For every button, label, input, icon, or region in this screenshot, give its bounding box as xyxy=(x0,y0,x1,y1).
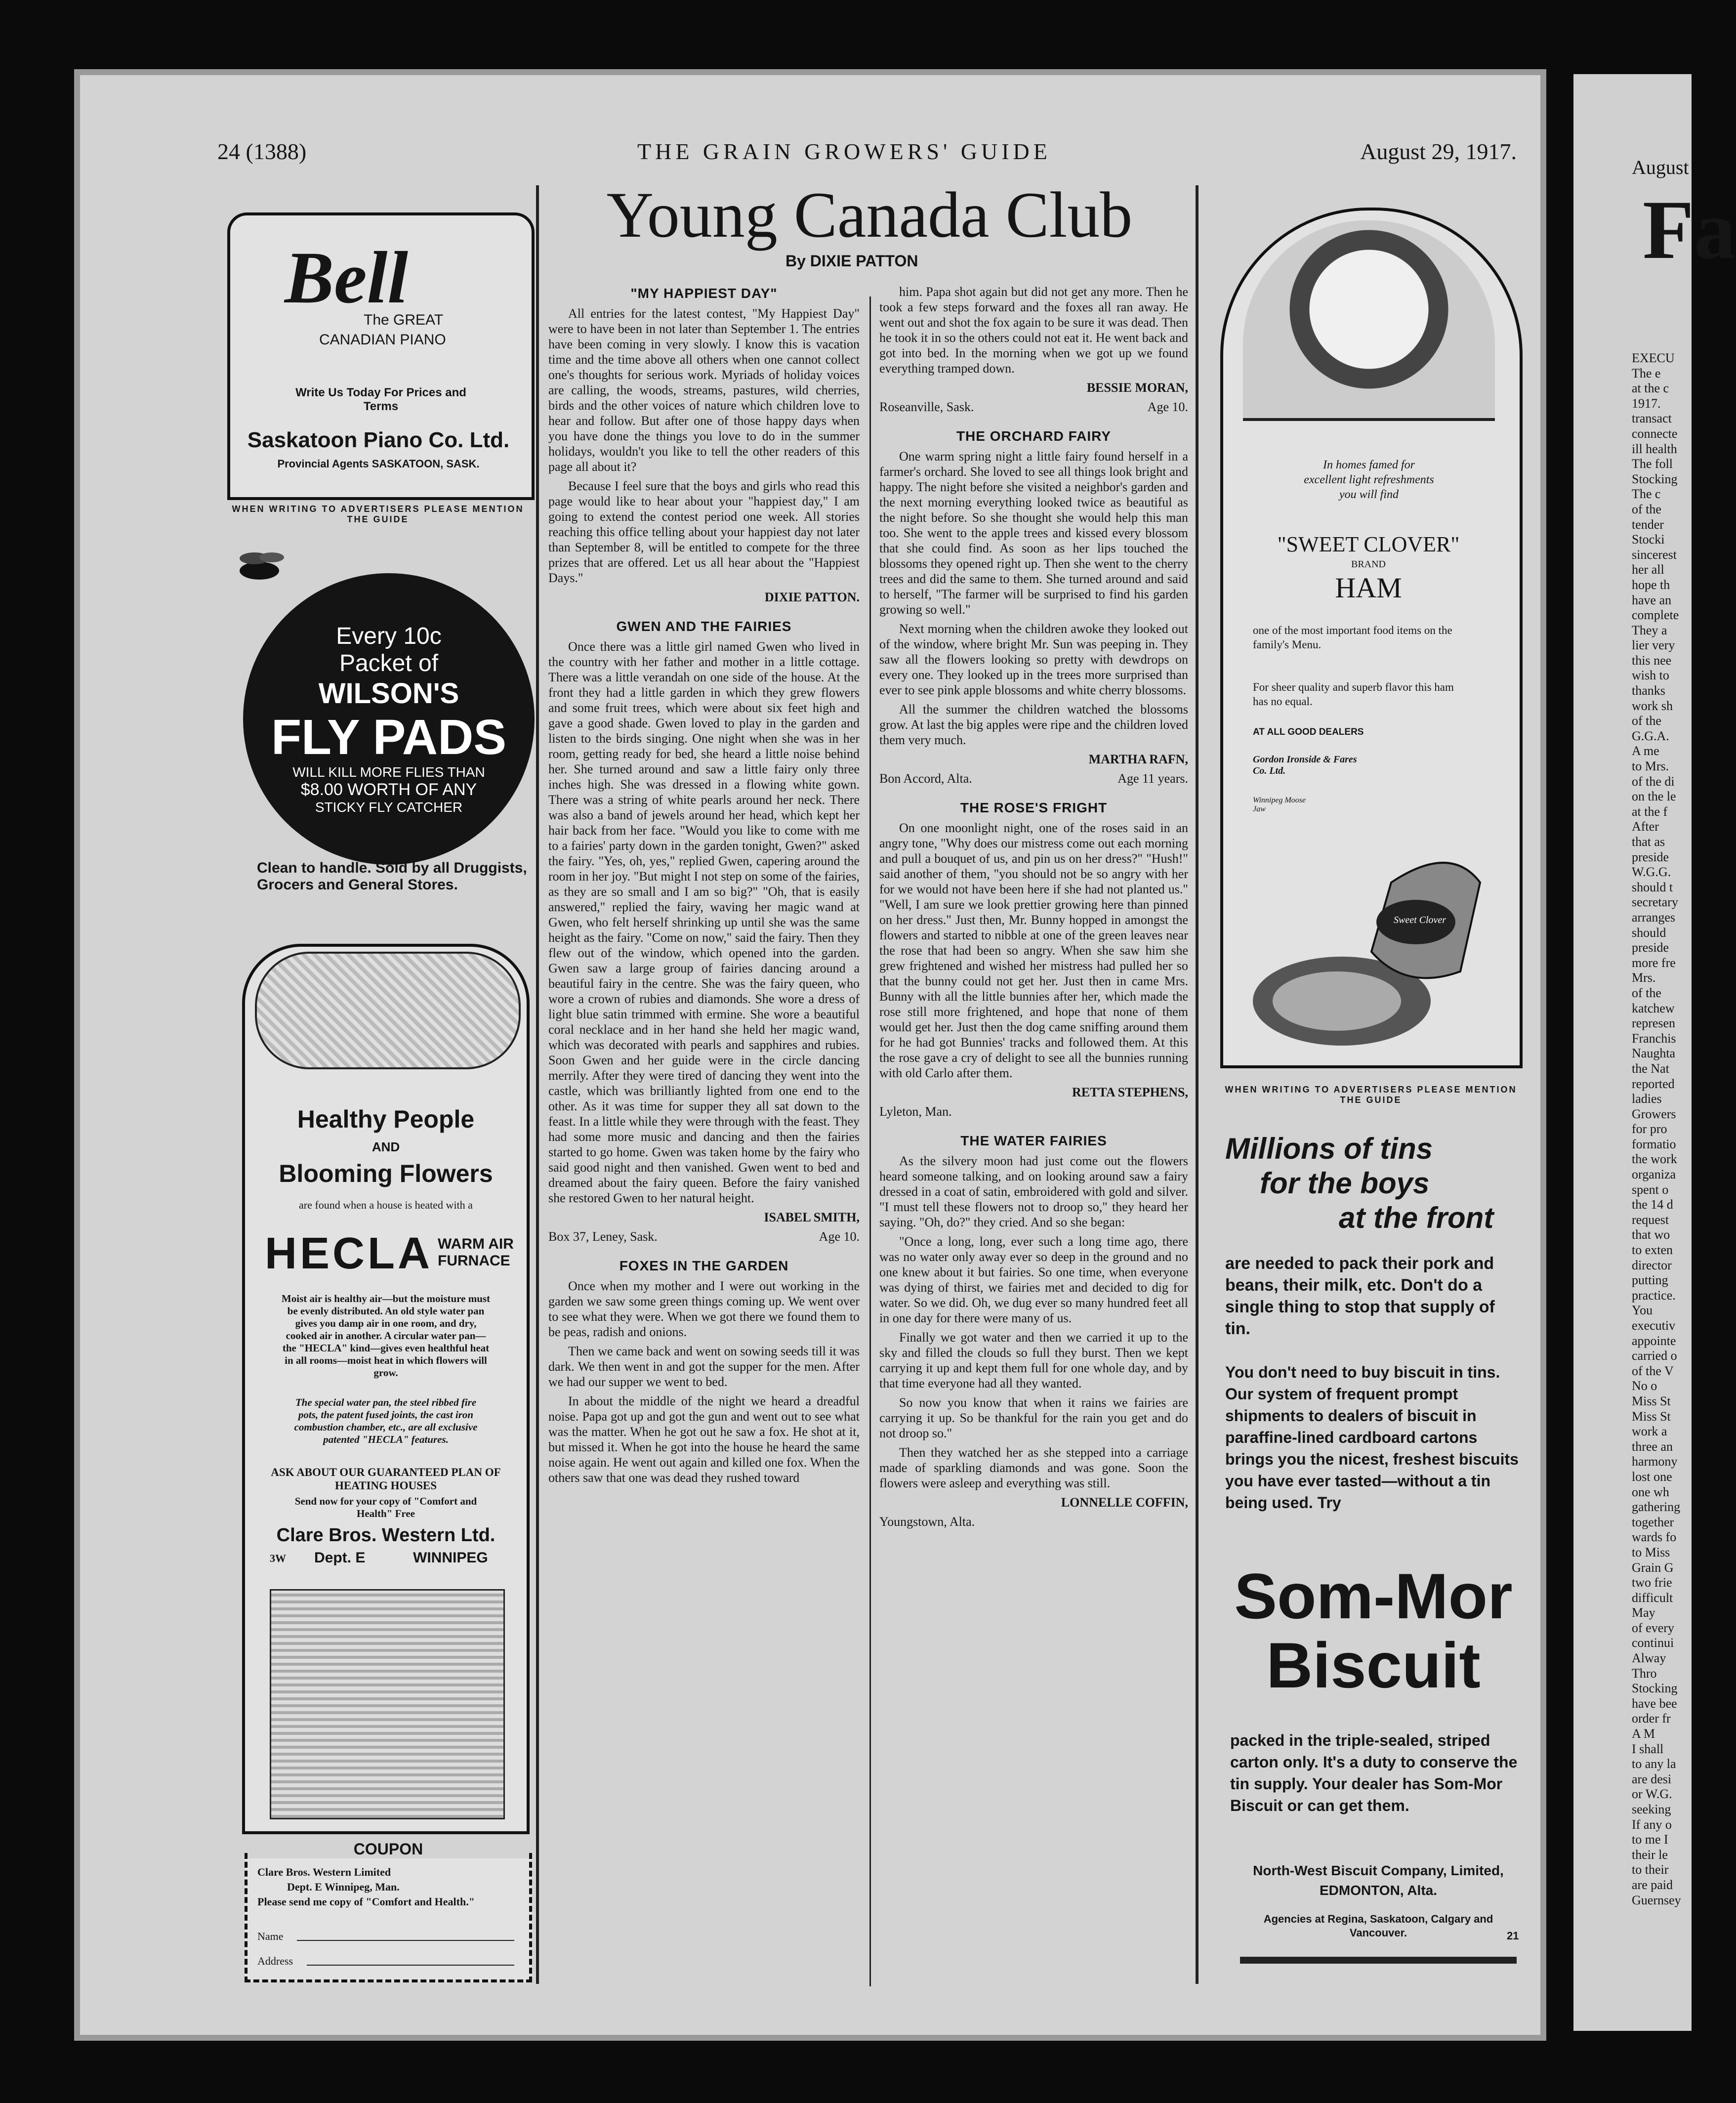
ham-company: Gordon Ironside & Fares Co. Ltd. xyxy=(1253,754,1357,776)
page-header xyxy=(133,138,1517,168)
advertiser-notice-1: WHEN WRITING TO ADVERTISERS PLEASE MENTION THE GUIDE xyxy=(232,504,524,524)
bell-agents: Provincial Agents SASKATOON, SASK. xyxy=(277,458,480,470)
fly-line-4: FLY PADS xyxy=(271,710,507,765)
right-page-line: together xyxy=(1632,1514,1674,1529)
right-page-line: carried o xyxy=(1632,1348,1677,1363)
coupon-name-field[interactable] xyxy=(297,1940,514,1941)
right-page-line: to Miss xyxy=(1632,1545,1670,1559)
right-page-line: Naughta xyxy=(1632,1046,1676,1061)
hecla-company: Clare Bros. Western Ltd. xyxy=(276,1525,496,1546)
fly-line-5: WILL KILL MORE FLIES THAN xyxy=(292,764,485,780)
right-page-line: putting xyxy=(1632,1273,1668,1288)
right-page-edge xyxy=(1573,74,1736,2031)
story xyxy=(879,1133,1188,1529)
right-page-line: the Nat xyxy=(1632,1061,1669,1076)
story-paragraph: So now you know that when it rains we fairies are carrying it up. So be thankful for the rain you get and do not droop so." xyxy=(879,1395,1188,1440)
right-page-line: harmony xyxy=(1632,1454,1678,1469)
right-page-line: Mrs. xyxy=(1632,970,1656,985)
right-page-line: represen xyxy=(1632,1016,1676,1031)
story-signature: RETTA STEPHENS, xyxy=(1072,1085,1188,1099)
hecla-italic: The special water pan, the steel ribbed fire pots, the patent fused joints, the cast iron combustion chamber, etc., are all exclusive patented "HECLA" features. xyxy=(294,1396,478,1445)
right-page-line: Grain G xyxy=(1632,1560,1674,1575)
ham-brand-label: BRAND xyxy=(1351,559,1386,570)
flower-illustration xyxy=(255,952,521,1069)
right-page-line: sincerest xyxy=(1632,547,1677,562)
bell-piano-ad xyxy=(227,212,535,500)
right-page-line: the 14 d xyxy=(1632,1197,1673,1212)
story xyxy=(879,800,1188,1119)
right-page-line: to any la xyxy=(1632,1757,1676,1771)
sommor-head-3: at the front xyxy=(1339,1201,1494,1234)
hecla-furnace-ad xyxy=(242,944,530,1834)
right-page-line: that wo xyxy=(1632,1227,1670,1242)
right-page-line: After xyxy=(1632,819,1659,834)
fly-line-7: STICKY FLY CATCHER xyxy=(315,799,463,815)
right-page-line: at the f xyxy=(1632,804,1668,819)
story-paragraph: As the silvery moon had just come out the flowers heard someone talking, and on looking around saw a fairy dressed in a coat of satin, embroidered with gold and silver. "I must tell these flowers not to droop so," they heard her saying. "Oh, do?" they cried. And so she began: xyxy=(879,1154,1188,1229)
right-page-header: August xyxy=(1632,156,1689,178)
right-page-line: ladies xyxy=(1632,1092,1662,1106)
right-page-title: Fa xyxy=(1643,183,1736,276)
right-page-line: should xyxy=(1632,925,1666,940)
story-heading: THE WATER FAIRIES xyxy=(960,1133,1107,1148)
story-signature: MARTHA RAFN, xyxy=(1088,752,1188,766)
right-page-line: A M xyxy=(1632,1726,1655,1741)
right-page-line: preside xyxy=(1632,940,1669,955)
coupon-title: COUPON xyxy=(248,1840,529,1858)
right-page-line: lier very xyxy=(1632,638,1675,653)
right-page-line: the work xyxy=(1632,1152,1677,1167)
right-page-line: appointe xyxy=(1632,1333,1676,1348)
column-rule-middle xyxy=(869,296,871,1986)
hecla-head-2: AND xyxy=(372,1139,400,1154)
right-page-line: work sh xyxy=(1632,698,1673,713)
section-title: Young Canada Club xyxy=(606,178,1133,251)
story-place: Box 37, Leney, Sask. xyxy=(548,1229,658,1244)
sommor-head-2: for the boys xyxy=(1260,1167,1430,1200)
right-page-line: or W.G. xyxy=(1632,1787,1672,1802)
story-place: Roseanville, Sask. xyxy=(879,400,974,414)
coupon-line-3: Please send me copy of "Comfort and Health." xyxy=(257,1895,475,1908)
story-signature: ISABEL SMITH, xyxy=(764,1210,860,1224)
sommor-agencies: Agencies at Regina, Saskatoon, Calgary and Vancouver. xyxy=(1263,1913,1493,1939)
coupon[interactable] xyxy=(245,1840,532,1982)
right-page-line: connecte xyxy=(1632,426,1678,441)
right-page-line: work a xyxy=(1632,1424,1667,1439)
right-page-line: G.G.A. xyxy=(1632,728,1669,743)
bell-logo: Bell xyxy=(285,237,408,319)
sommor-city: EDMONTON, Alta. xyxy=(1319,1883,1437,1898)
byline: By DIXIE PATTON xyxy=(785,252,918,270)
sommor-bottom-rule xyxy=(1240,1957,1517,1964)
right-page-line: preside xyxy=(1632,849,1669,864)
hecla-body: Moist air is healthy air—but the moisture must be evenly distributed. An old style water pan gives you damp air in one room, and dry, cooked air in another. A circular water pan—the "HECLA" kind—gives even healthful heat in all rooms—moist heat in which flowers will grow. xyxy=(281,1293,491,1379)
right-page-line: A me xyxy=(1632,744,1659,758)
right-page-line: of the xyxy=(1632,502,1661,516)
story-age: Age 11 years. xyxy=(1117,771,1188,786)
story-paragraph: Next morning when the children awoke they looked out of the window, where bright Mr. Sun was peeping in. They saw all the flowers looking so pretty with dewdrops on every one. They looked up in the trees more surprised than ever to see pink apple blossoms and white cherry blossoms. xyxy=(879,622,1188,697)
coupon-line-1: Clare Bros. Western Limited xyxy=(257,1866,391,1878)
story-paragraph: Once when my mother and I were out working in the garden we saw some green things coming up. We went over to see what they were. When we got there we found them to be peas, radish and onions. xyxy=(548,1279,860,1339)
right-page-line: their le xyxy=(1632,1847,1668,1862)
right-page-line: this nee xyxy=(1632,653,1672,668)
hecla-dept: Dept. E xyxy=(314,1550,366,1566)
story-location xyxy=(879,771,1188,786)
sommor-para-3: packed in the triple-sealed, striped carton only. It's a duty to conserve the tin supply. Your dealer has Som-Mor Biscuit or can get them. xyxy=(1230,1731,1518,1814)
column-2 xyxy=(879,284,1188,1984)
ham-label: Sweet Clover xyxy=(1394,915,1447,925)
bee-icon xyxy=(232,548,291,588)
coupon-address-field[interactable] xyxy=(307,1965,514,1966)
right-page-line: spent o xyxy=(1632,1182,1669,1197)
right-page-line: hope th xyxy=(1632,577,1670,592)
right-page-line: of every xyxy=(1632,1620,1674,1635)
right-page-line: are desi xyxy=(1632,1771,1672,1786)
story-paragraph: Then we came back and went on sowing seeds till it was dark. We then went in and got the supper for the men. After we had our supper we went to bed. xyxy=(548,1344,860,1389)
hecla-ask: ASK ABOUT OUR GUARANTEED PLAN OF HEATING HOUSES xyxy=(271,1466,501,1492)
right-page-line: Alway xyxy=(1632,1651,1666,1666)
sommor-brand-2: Biscuit xyxy=(1266,1629,1481,1701)
right-page-line: of the xyxy=(1632,985,1661,1000)
sweet-clover-ham-ad xyxy=(1220,208,1523,1068)
story-age: Age 10. xyxy=(1147,400,1188,414)
right-page-line: lost one xyxy=(1632,1469,1672,1484)
bell-tagline-2: CANADIAN PIANO xyxy=(319,332,446,348)
story-signature: BESSIE MORAN, xyxy=(1086,380,1188,395)
publication-name: THE GRAIN GROWERS' GUIDE xyxy=(637,139,1051,164)
hecla-head-1: Healthy People xyxy=(297,1105,475,1133)
right-page-line: should t xyxy=(1632,880,1673,894)
story-paragraph: Once there was a little girl named Gwen who lived in the country with her father and mother in a little cottage. There was a little verandah on one side of the house. At the front they had a little garden in which they grew flowers and some fruit trees, which were about six feet high and gave a good shade. Gwen loved to play in the garden and listen to the birds singing. One night when she was in her room, getting ready for bed, she heard a little noise behind her. She turned around and saw a little fairy only three inches high. She was dressed in a flowing white gown. There was a string of white pearls around her neck. There was also a band of jewels around her head, which kept her hair back from her face. "Would you like to come with me to a fairies' party down in the garden tonight, Gwen?" asked the fairy. "Yes, oh, yes," replied Gwen, capering around the room in her joy. "But might I not step on some of the fairies, as they are so small and I am so big?" "Oh, that is easily answered," replied the fairy, waving her magic wand at Gwen, who felt herself shrinking up until she was the same height as the fairy. "Come on now," said the fairy. Then they flew out of the window, which opened into the garden. Gwen saw a large group of fairies dancing around a beautiful fairy in the centre. She was the fairy queen, who wore a crown of rubies and diamonds. She wore a dress of light blue satin trimmed with ermine. She wore a beautiful coral necklace and in her hand she held her magic wand, which was decorated with pearls and sapphires and rubies. Soon Gwen and her guide were in the circle dancing merrily. After they were tired of dancing they went into the castle, which was brilliantly lighted from one end to the other. As it was time for supper they all sat down to the feast. In a little while they were through with the feast. They had some more music and dancing and then the fairies started to go home. Gwen was taken home by the fairy who said good night and then vanished. Gwen went to bed and dreamed about the fairy queen. Before the fairy vanished she restored Gwen to her natural height. xyxy=(548,639,860,1205)
story-heading: FOXES IN THE GARDEN xyxy=(619,1258,789,1273)
story-paragraph: All entries for the latest contest, "My Happiest Day" were to have been in not later than September 1. The entries have been coming in very slowly. I know this is vacation time and the time above all others when one cannot collect one's thoughts for serious work. Myriads of holiday voices are calling, the woods, streams, pastures, wild cherries, birds and the other voices of nature which children love to hear and follow. But after one of those happy days when you have done the things you love to do in the summer holidays, wouldn't you like to tell the other readers of this page all about it? xyxy=(548,306,860,474)
hecla-send: Send now for your copy of "Comfort and Health" Free xyxy=(294,1495,477,1519)
hecla-head-3: Blooming Flowers xyxy=(279,1160,493,1187)
right-page-line: seeking xyxy=(1632,1802,1671,1816)
story-place: Bon Accord, Alta. xyxy=(879,771,972,786)
right-page-line: The e xyxy=(1632,366,1661,380)
hecla-brand: HECLA xyxy=(265,1229,433,1278)
story-signature: LONNELLE COFFIN, xyxy=(1061,1495,1188,1510)
column-1 xyxy=(548,272,860,1981)
right-page-line: of the V xyxy=(1632,1363,1674,1378)
right-page-line: transact xyxy=(1632,411,1672,426)
story-paragraph: Then they watched her as she stepped into a carriage made of sparkling diamonds and was gone. Soon the flowers were asleep and everything was still. xyxy=(879,1445,1188,1490)
right-page-line: arranges xyxy=(1632,910,1676,925)
story-paragraph: One warm spring night a little fairy found herself in a farmer's orchard. She loved to see all things look bright and happy. The night before she visited a neighbor's garden and the next morning everything looked twice as beautiful as the night before. So she thought she would help this man too. She went to the apple trees and kissed every blossom that she could find. As soon as her lips touched the blossoms they opened right up. Then she went to the cherry trees and did the same to them. She turned around and said to herself, "The farmer will be surprised to find his garden growing so well." xyxy=(879,449,1188,617)
story-age: Age 10. xyxy=(819,1229,860,1244)
story-location xyxy=(879,1514,1188,1529)
right-page-line: Miss St xyxy=(1632,1409,1671,1424)
coupon-name-label: Name xyxy=(257,1930,284,1942)
ham-illustration xyxy=(1243,843,1500,1051)
right-page-line: I shall xyxy=(1632,1741,1664,1756)
ham-product: HAM xyxy=(1335,572,1402,604)
right-page-line: reported xyxy=(1632,1076,1675,1091)
right-page-line: have an xyxy=(1632,592,1672,607)
right-page-line: more fre xyxy=(1632,955,1676,970)
right-page-line: one wh xyxy=(1632,1484,1669,1499)
right-page-line: Guernsey xyxy=(1632,1893,1681,1907)
ham-brand: "SWEET CLOVER" xyxy=(1277,532,1460,556)
right-page-line: practice. xyxy=(1632,1288,1676,1303)
right-page-line: continui xyxy=(1632,1636,1674,1650)
fly-line-3: WILSON'S xyxy=(318,677,459,710)
sommor-code: 21 xyxy=(1507,1930,1519,1942)
story-paragraph: On one moonlight night, one of the roses said in an angry tone, "Why does our mistress come out each morning and pull a bouquet of us, and pin us on her dress?" "Hush!" said another of them, "you should not be so angry with her for we would not have been here if she had not planted us." "Well, I am sure we look prettier growing here than pinned on her dress." Just then, Mr. Bunny hopped in amongst the flowers and started to nibble at one of the green leaves near the rose that had been so angry. When she saw him she grew frightened and wished her mistress had pulled her so that the bunny could not get her. Just then in came Mrs. Bunny with all the little bunnies after her, which made the rose still more frightened, and hope that none of them would get her. Just then the dog came sniffing around them for he had got Bunnies' tracks and followed them. At this the rose gave a cry of delight to see all the bunnies running with old Carlo after them. xyxy=(879,821,1188,1080)
bell-write: Write Us Today For Prices and Terms xyxy=(295,386,466,413)
story-signature: DIXIE PATTON. xyxy=(764,590,860,604)
fly-line-2: Packet of xyxy=(339,650,439,676)
issue-date: August 29, 1917. xyxy=(1360,139,1517,164)
right-page-line: katchew xyxy=(1632,1001,1675,1015)
right-page-line: for pro xyxy=(1632,1122,1667,1136)
right-page-line: organiza xyxy=(1632,1167,1676,1182)
right-page-line: Miss St xyxy=(1632,1393,1671,1408)
column-rule-left xyxy=(536,185,539,1984)
sommor-brand-1: Som-Mor xyxy=(1234,1560,1513,1632)
advertiser-notice-2: WHEN WRITING TO ADVERTISERS PLEASE MENTION THE GUIDE xyxy=(1225,1085,1517,1105)
story-heading: THE ORCHARD FAIRY xyxy=(956,428,1112,444)
story-paragraph: Finally we got water and then we carried it up to the sky and filled the clouds so full they burst. Then we kept carrying it up and kept them full for one whole day, and by that time everyone had all they wanted. xyxy=(879,1330,1188,1390)
right-page-line: ill health xyxy=(1632,441,1677,456)
right-page-line: her all xyxy=(1632,562,1664,577)
sommor-para-2: You don't need to buy biscuit in tins. Our system of frequent prompt shipments to dealers of biscuit in paraffine-lined cardboard cartons brings you the nicest, freshest biscuits you have ever tasted—without a tin being used. Try xyxy=(1225,1363,1519,1512)
right-page-line: are paid xyxy=(1632,1877,1673,1892)
ham-desc-1: one of the most important food items on the family's Menu. xyxy=(1253,624,1452,651)
right-page-line: of the di xyxy=(1632,774,1675,789)
right-page-line: EXECU xyxy=(1632,351,1675,365)
story xyxy=(548,286,860,605)
fly-pads-footer: Clean to handle. Sold by all Druggists, Grocers and General Stores. xyxy=(257,860,527,893)
right-page-line: to me I xyxy=(1632,1832,1668,1847)
right-page-line: executiv xyxy=(1632,1318,1676,1333)
right-page-line: The c xyxy=(1632,487,1661,502)
right-page-line: Stocking xyxy=(1632,1681,1678,1696)
story-paragraph: In about the middle of the night we heard a dreadful noise. Papa got up and got the gun and went out to see what was the matter. When he got out he saw a fox. He shot at it, but missed it. When he got into the house he heard the same noise again. He went out again and killed one fox. When the others saw that one was dead they rushed toward xyxy=(548,1394,860,1485)
story-paragraph: "Once a long, long, ever such a long time ago, there was no water only away ever so deep in the ground and no one knew about it but fairies. So one time, when everyone was dying of thirst, we fairies met and decided to dig for water. So we did. Oh, we dug ever so many hundred feet all in one day for there were many of us. xyxy=(879,1234,1188,1325)
right-page-line: secretary xyxy=(1632,895,1678,910)
story-location xyxy=(879,1104,1188,1119)
fly-line-6: $8.00 WORTH OF ANY xyxy=(300,780,477,799)
right-page-line: Growers xyxy=(1632,1106,1676,1121)
page-number: 24 (1388) xyxy=(217,139,307,164)
right-page-line: If any o xyxy=(1632,1817,1672,1832)
sommor-head-1: Millions of tins xyxy=(1225,1132,1433,1165)
right-page-line: difficult xyxy=(1632,1590,1673,1605)
story-paragraph: Because I feel sure that the boys and girls who read this page would like to hear about your "happiest day," I am going to extend the contest period one week. All stories reaching this office telling about your happiest day not later than September 8, will be entitled to compete for the three prizes that are offered. Let us all hear about the "Happiest Days." xyxy=(548,479,860,585)
right-page-line: complete xyxy=(1632,608,1679,623)
right-page-line: to their xyxy=(1632,1862,1669,1877)
right-page-line: request xyxy=(1632,1212,1669,1227)
right-page-line: director xyxy=(1632,1258,1672,1272)
ham-desc-2: For sheer quality and superb flavor this ham has no equal. xyxy=(1253,681,1454,708)
right-page-line: thanks xyxy=(1632,683,1665,698)
column-rule-right xyxy=(1196,185,1199,1984)
wilsons-fly-pads-ad xyxy=(243,573,535,865)
right-page-line: 1917. xyxy=(1632,396,1661,411)
story-location xyxy=(548,1229,860,1244)
furnace-illustration xyxy=(270,1589,505,1819)
story-paragraph: him. Papa shot again but did not get any more. Then he took a few steps forward and the foxes all ran away. He went out and shot the fox again to be sure it was dead. Then he took it in so the others could not eat it. He went back and got into bed. In the morning when we got up we found everything tramped down. xyxy=(879,285,1188,376)
right-page-line: W.G.G. xyxy=(1632,865,1671,880)
story-paragraph: All the summer the children watched the blossoms grow. At last the big apples were ripe and the children loved them very much. xyxy=(879,702,1189,747)
right-page-line: gathering xyxy=(1632,1500,1681,1514)
story xyxy=(879,428,1188,786)
right-page-line: order fr xyxy=(1632,1711,1671,1726)
right-page-line: They a xyxy=(1632,623,1667,637)
bell-company: Saskatoon Piano Co. Ltd. xyxy=(247,428,510,452)
ham-intro: In homes famed for excellent light refreshments you will find xyxy=(1304,459,1434,501)
right-page-line: wish to xyxy=(1632,668,1669,683)
right-page-line: Franchis xyxy=(1632,1031,1676,1046)
hecla-city: WINNIPEG xyxy=(413,1550,488,1566)
right-page-line: on the le xyxy=(1632,789,1676,804)
ham-dealers: AT ALL GOOD DEALERS xyxy=(1253,727,1364,737)
right-page-line: The foll xyxy=(1632,457,1673,471)
sommor-company: North-West Biscuit Company, Limited, xyxy=(1253,1863,1504,1878)
bell-tagline-1: The GREAT xyxy=(364,312,444,328)
right-page-line: have bee xyxy=(1632,1696,1677,1711)
right-page-lines xyxy=(1632,351,1681,1908)
story-place: Lyleton, Man. xyxy=(879,1104,952,1119)
sommor-biscuit-ad xyxy=(1220,1122,1527,1977)
right-page-line: of the xyxy=(1632,714,1661,728)
story-place: Youngstown, Alta. xyxy=(879,1514,975,1529)
right-page-line: Stocking xyxy=(1632,471,1678,486)
hecla-code: 3W xyxy=(270,1552,286,1564)
right-page-line: two frie xyxy=(1632,1575,1672,1590)
fly-line-1: Every 10c xyxy=(336,623,442,649)
right-page-line: Stocki xyxy=(1632,532,1665,547)
coupon-address-label: Address xyxy=(257,1955,293,1967)
right-page-line: to Mrs. xyxy=(1632,759,1669,774)
story-heading: "MY HAPPIEST DAY" xyxy=(630,286,778,301)
sommor-para-1: are needed to pack their pork and beans, their milk, etc. Don't do a single thing to stop that supply of tin. xyxy=(1225,1254,1495,1338)
right-page-line: formatio xyxy=(1632,1136,1676,1151)
hecla-sub: are found when a house is heated with a xyxy=(299,1199,473,1211)
right-page-line: to exten xyxy=(1632,1243,1673,1258)
child-portrait xyxy=(1243,220,1495,421)
story-heading: GWEN AND THE FAIRIES xyxy=(616,619,792,634)
hecla-brand-sub: WARM AIR FURNACE xyxy=(438,1236,514,1269)
ham-cities: Winnipeg Moose Jaw xyxy=(1253,796,1306,813)
right-page-line: May xyxy=(1632,1605,1655,1620)
story xyxy=(548,1258,860,1485)
story-heading: THE ROSE'S FRIGHT xyxy=(960,800,1108,815)
coupon-line-2: Dept. E Winnipeg, Man. xyxy=(287,1881,400,1893)
right-page-line: wards fo xyxy=(1632,1530,1677,1545)
right-page-line: No o xyxy=(1632,1379,1657,1393)
right-page-line: that as xyxy=(1632,835,1665,849)
story xyxy=(548,619,860,1244)
story xyxy=(879,284,1188,415)
right-page-line: three an xyxy=(1632,1439,1673,1454)
right-page-line: Thro xyxy=(1632,1666,1657,1681)
right-page-line: You xyxy=(1632,1303,1653,1318)
right-page-line: at the c xyxy=(1632,381,1669,396)
story-location xyxy=(879,399,1188,415)
right-page-line: tender xyxy=(1632,517,1664,532)
